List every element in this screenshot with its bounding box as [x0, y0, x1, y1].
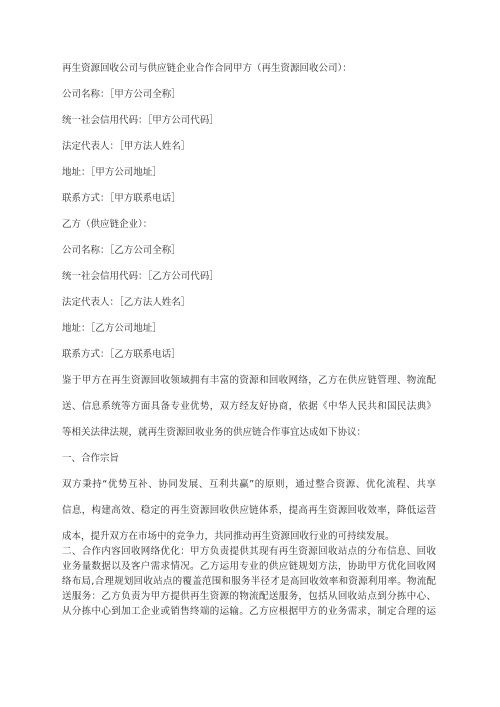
party-a-credit-code: 统一社会信用代码：［甲方公司代码］	[62, 115, 219, 126]
section-2-line: 络布局,合理规划回收站点的覆盖范围和服务半径才是高回收效率和资源利用率。物流配	[62, 576, 436, 587]
party-a-contact: 联系方式：［甲方联系电话］	[62, 193, 181, 204]
preamble-line: 等相关法律法规，就再生资源回收业务的供应链合作事宜达成如下协议：	[62, 427, 367, 438]
section-1-line: 信息，构建高效、稳定的再生资源回收供应链体系，提高再生资源回收效率，降低运营	[62, 505, 436, 516]
section-2-line: 二、合作内容回收网络优化：甲方负责提供其现有再生资源回收站点的分布信息、回收	[62, 546, 436, 557]
party-b-address: 地址：［乙方公司地址］	[62, 323, 162, 334]
party-b-name: 公司名称：［乙方公司全称］	[62, 245, 181, 256]
party-b-contact: 联系方式：［乙方联系电话］	[62, 349, 181, 360]
party-b-credit-code: 统一社会信用代码：［乙方公司代码］	[62, 271, 219, 282]
preamble-line: 鉴于甲方在再生资源回收领域拥有丰富的资源和回收网络，乙方在供应链管理、物流配	[62, 375, 436, 386]
preamble-line: 送、信息系统等方面具备专业优势，双方经友好协商，依据《中华人民共和国民法典》	[62, 401, 436, 412]
party-a-address: 地址：［甲方公司地址］	[62, 167, 162, 178]
section-2-line: 业务量数据以及客户需求情况。乙方运用专业的供应链规划方法，协助甲方优化回收网	[62, 561, 436, 572]
party-a-legal-rep: 法定代表人：［甲方法人姓名］	[62, 141, 191, 152]
section-1-line: 成本，提升双方在市场中的竞争力，共同推动再生资源回收行业的可持续发展。	[62, 531, 395, 542]
section-1-line: 双方秉持“优势互补、协同发展、互利共赢”的原则，通过整合资源、优化流程、共享	[62, 479, 436, 490]
contract-intro: 再生资源回收公司与供应链企业合作合同甲方（再生资源回收公司）：	[62, 63, 352, 74]
section-1-title: 一、合作宗旨	[62, 453, 120, 464]
section-2-line: 送服务：乙方负责为甲方提供再生资源的物流配送服务，包括从回收站点到分拣中心、	[62, 591, 436, 602]
party-b-legal-rep: 法定代表人：［乙方法人姓名］	[62, 297, 191, 308]
section-2-line: 从分拣中心到加工企业或销售终端的运输。乙方应根据甲方的业务需求，制定合理的运	[62, 606, 436, 617]
party-a-name: 公司名称：［甲方公司全称］	[62, 89, 181, 100]
party-b-heading: 乙方（供应链企业）：	[62, 219, 153, 230]
